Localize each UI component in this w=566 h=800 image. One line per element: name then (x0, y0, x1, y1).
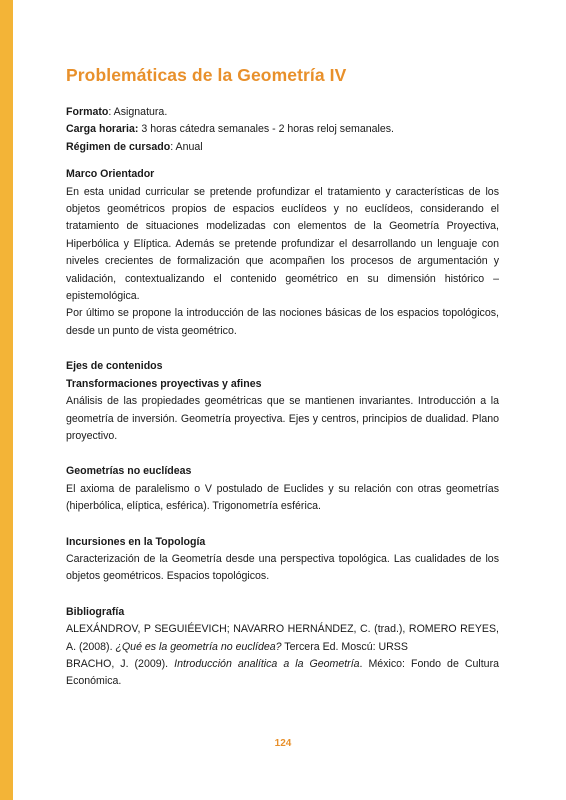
spacer (66, 445, 499, 463)
bibliography-entry (66, 621, 499, 656)
marco-paragraph-2: Por último se propone la introducción de las nociones básicas de los espacios topológicos, desde un punto de vista geométrico. (66, 307, 499, 337)
bibliografia-heading-text: Bibliografía (66, 605, 125, 618)
topic-1-text: Análisis de las propiedades geométricas que se mantienen invariantes. Introducción a la geometría de inversión. Geometría proyectiva. Ejes y centros, principios de dualidad. Plano proyectivo. (66, 395, 499, 442)
page-number: 124 (274, 738, 292, 749)
bibliografia-heading (66, 604, 499, 621)
topic-2-heading-text: Geometrías no euclídeas (66, 465, 192, 478)
meta-formato-value: : Asignatura. (108, 106, 168, 118)
topic-2-heading (66, 463, 499, 480)
spacer (66, 586, 499, 604)
marco-paragraph-1: En esta unidad curricular se pretende profundizar el tratamiento y características de los objetos geométricos propios de espacios euclídeos y no euclídeos, considerando el tratamiento de situaciones modelizadas con elementos de la Geometría Proyectiva, Hiperbólica y Elíptica. Además se pretende profundizar el desarrollando un lenguaje con niveles crecientes de formalización que acompañen los procesos de argumentación y validación, contextualizando el contenido geométrico en su dimensión histórico – epistemológica. (66, 185, 499, 303)
ref1-title: ¿Qué es la geometría no euclídea? (115, 640, 282, 653)
topic-3-text: Caracterización de la Geometría desde una perspectiva topológica. Las cualidades de los objetos geométricos. Espacios topológicos. (66, 552, 499, 583)
topic-3-heading (66, 534, 499, 551)
ejes-heading (66, 358, 499, 375)
ref2-title: Introducción analítica a la Geometría (174, 657, 360, 670)
meta-formato-label: Formato (66, 106, 109, 118)
bibliography-entry (66, 656, 499, 691)
meta-carga (66, 121, 499, 138)
topic-2-text: El axioma de paralelismo o V postulado de Euclides y su relación con otras geometrías (hiperbólica, elíptica, esférica). Trigonometría esférica. (66, 482, 499, 513)
side-accent-bar (0, 0, 13, 800)
ejes-heading-text: Ejes de contenidos (66, 360, 163, 373)
meta-regimen (66, 139, 499, 156)
spacer (66, 156, 499, 166)
document-body (66, 64, 499, 691)
topic-1-heading (66, 376, 499, 393)
marco-heading-text: Marco Orientador (66, 168, 155, 181)
spacer (66, 340, 499, 358)
marco-heading (66, 166, 499, 183)
topic-1-heading-text: Transformaciones proyectivas y afines (66, 377, 262, 390)
topic-3-heading-text: Incursiones en la Topología (66, 535, 206, 548)
meta-carga-label: Carga horaria: (66, 123, 139, 136)
meta-carga-value: 3 horas cátedra semanales - 2 horas reloj semanales. (138, 123, 394, 136)
ref1-authors: ALEXÁNDROV, P SEGUIÉEVICH; NAVARRO HERNÁNDEZ, C. (trad.), ROMERO REYES, A. (2008). (66, 623, 499, 653)
ref1-rest: Tercera Ed. Moscú: URSS (281, 640, 408, 653)
ref2-rest: . México: Fondo de Cultura Económica. (66, 657, 499, 688)
meta-regimen-value: : Anual (170, 140, 203, 153)
page-title: Problemáticas de la Geometría IV (66, 65, 347, 85)
meta-regimen-label: Régimen de cursado (66, 140, 171, 153)
ref2-authors: BRACHO, J. (2009). (66, 657, 175, 670)
meta-formato (66, 104, 499, 121)
spacer (66, 516, 499, 534)
